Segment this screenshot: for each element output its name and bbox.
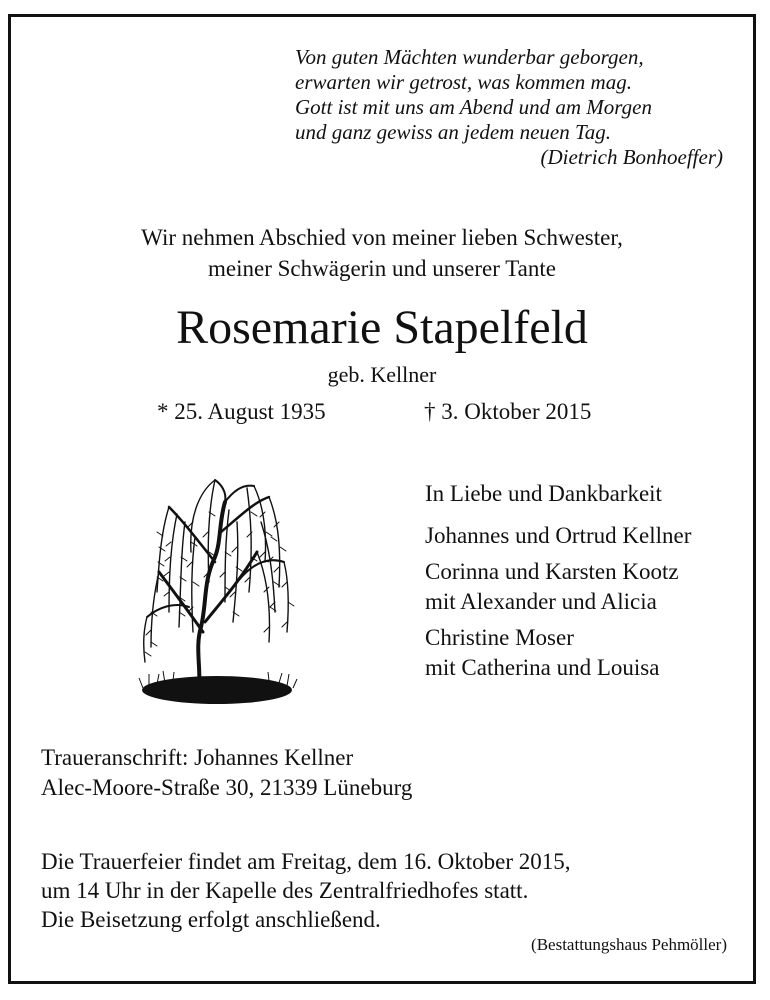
mourner-group [425, 521, 691, 551]
farewell-intro [11, 222, 753, 284]
intro-line-1: Wir nehmen Abschied von meiner lieben Schwester, [141, 225, 623, 250]
intro-line-2: meiner Schwägerin und unserer Tante [208, 256, 556, 281]
address-line-2: Alec-Moore-Straße 30, 21339 Lüneburg [41, 775, 413, 800]
weeping-willow-icon [129, 462, 299, 712]
mourner-name: Corinna und Karsten Kootz [425, 559, 679, 584]
mourners-list [425, 479, 691, 689]
poem-line: erwarten wir getrost, was kommen mag. [295, 70, 632, 94]
birth-name: geb. Kellner [327, 362, 437, 387]
mourner-group [425, 623, 691, 683]
ceremony-line-2: um 14 Uhr in der Kapelle des Zentralfriedhofes statt. [41, 878, 529, 903]
ceremony-line-3: Die Beisetzung erfolgt anschließend. [41, 907, 381, 932]
poem-line: Gott ist mit uns am Abend und am Morgen [295, 95, 652, 119]
mourner-name: Christine Moser [425, 625, 574, 650]
obituary-frame [8, 14, 756, 984]
mourner-name: mit Catherina und Louisa [425, 655, 660, 680]
poem [295, 45, 725, 170]
address-line-1: Traueranschrift: Johannes Kellner [41, 745, 354, 770]
ceremony-info [41, 847, 571, 934]
poem-line: und ganz gewiss an jedem neuen Tag. [295, 120, 611, 144]
birth-date: * 25. August 1935 [157, 399, 326, 424]
poem-author: (Dietrich Bonhoeffer) [540, 145, 723, 169]
mourner-group [425, 557, 691, 617]
mourning-address [41, 743, 412, 803]
deceased-name: Rosemarie Stapelfeld [176, 301, 588, 354]
undertaker-credit: (Bestattungshaus Pehmöller) [531, 935, 727, 954]
mourner-name: mit Alexander und Alicia [425, 589, 657, 614]
mourner-name: Johannes und Ortrud Kellner [425, 523, 692, 548]
ceremony-line-1: Die Trauerfeier findet am Freitag, dem 16. Oktober 2015, [41, 849, 571, 874]
death-date: † 3. Oktober 2015 [424, 399, 592, 424]
mourners-heading: In Liebe und Dankbarkeit [425, 481, 662, 506]
poem-line: Von guten Mächten wunderbar geborgen, [295, 45, 644, 69]
